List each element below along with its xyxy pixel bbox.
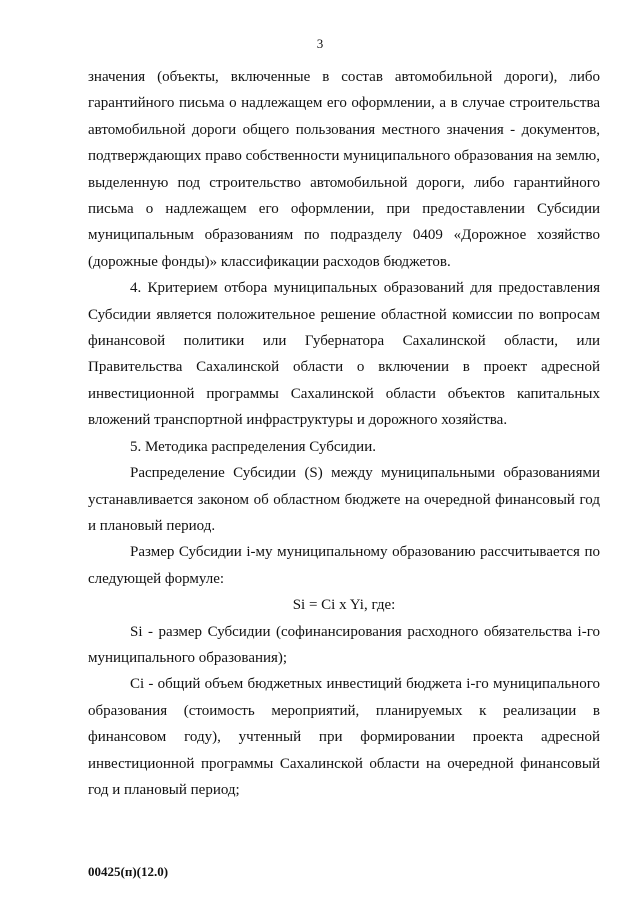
paragraph-distribution: Распределение Субсидии (S) между муниципальными образованиями устанавливается законом об областном бюджете на очередной финансовый год и плановый период.	[88, 465, 600, 534]
document-body	[88, 64, 600, 803]
formula: Si = Ci x Yi, где:	[292, 597, 396, 614]
paragraph-methodology-heading: 5. Методика распределения Субсидии.	[130, 438, 376, 455]
paragraph-selection-criterion: 4. Критерием отбора муниципальных образований для предоставления Субсидии является положительное решение областной комиссии по вопросам финансовой политики или Губернатора Сахалинской области, или Правительства Сахалинской области о включении в проект адресной инвестиционной программы Сахалинской области объектов капитальных вложений транспортной инфраструктуры и дорожного хозяйства.	[88, 280, 600, 429]
document-code: 00425(п)(12.0)	[88, 864, 169, 879]
paragraph-continuation: значения (объекты, включенные в состав автомобильной дороги), либо гарантийного письма о надлежащем его оформлении, а в случае строительства автомобильной дороги общего пользования местного значения - документов, подтверждающих право собственности муниципального образования на землю, выделенную под строительство автомобильной дороги, либо гарантийного письма о надлежащем его оформлении, при предоставлении Субсидии муниципальным образованиям по подразделу 0409 «Дорожное хозяйство (дорожные фонды)» классификации расходов бюджетов.	[88, 69, 600, 270]
paragraph-formula-intro: Размер Субсидии i-му муниципальному образованию рассчитывается по следующей формуле:	[88, 544, 600, 587]
paragraph-ci-definition: Ci - общий объем бюджетных инвестиций бюджета i-го муниципального образования (стоимость мероприятий, планируемых к реализации в финансовом году), учтенный при формировании проекта адресной инвестиционной программы Сахалинской области на очередной финансовый год и плановый период;	[88, 676, 600, 798]
page-number: 3	[316, 36, 324, 51]
paragraph-si-definition: Si - размер Субсидии (софинансирования расходного обязательства i-го муниципального образования);	[88, 623, 600, 666]
